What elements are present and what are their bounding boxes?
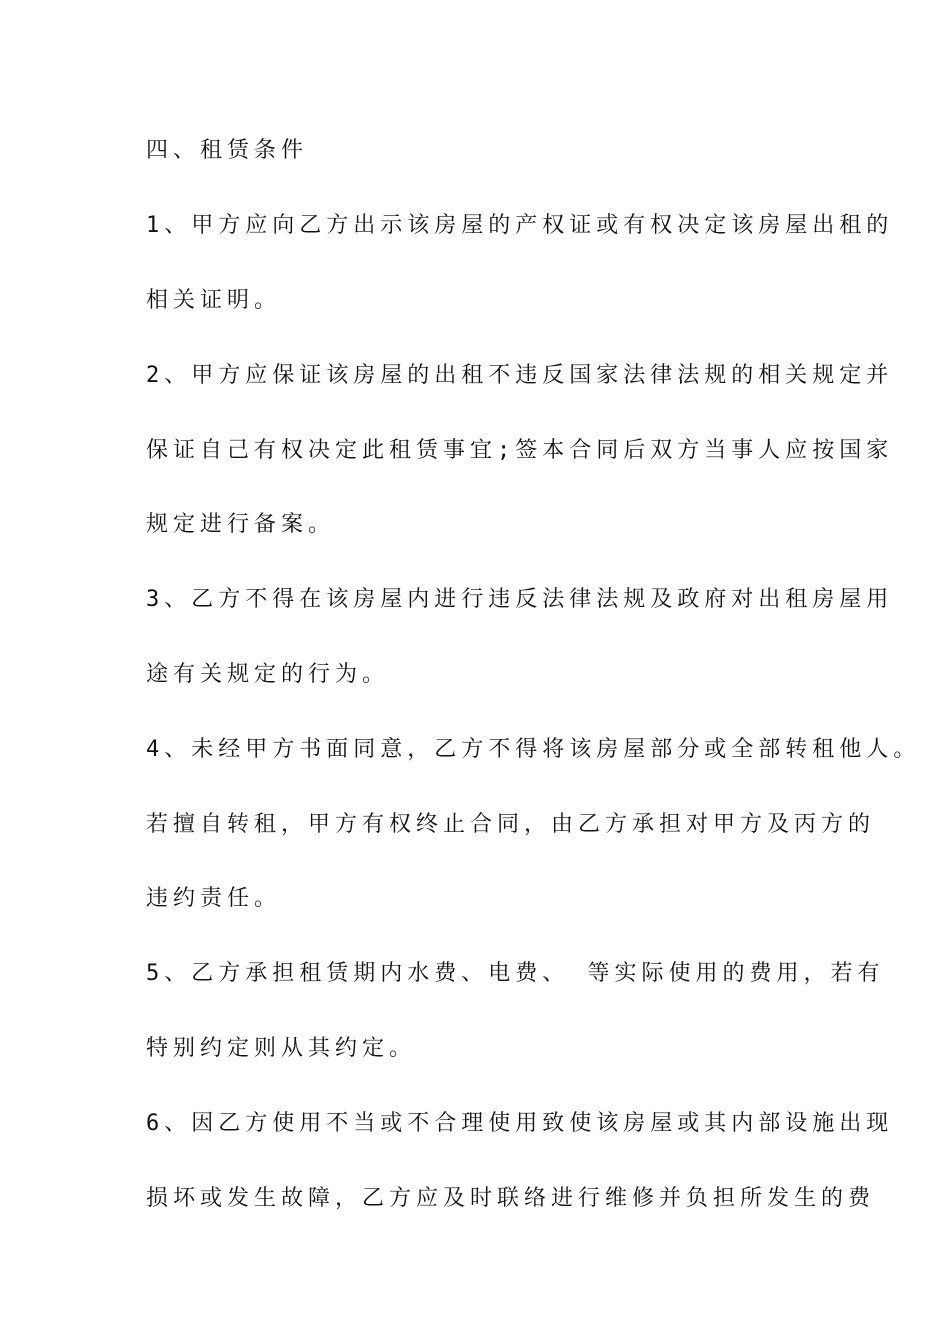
text-line: 5、乙方承担租赁期内水费、电费、 等实际使用的费用，若有: [146, 961, 885, 986]
text-line: 途有关规定的行为。: [146, 662, 390, 687]
text-line: 规定进行备案。: [146, 512, 336, 537]
text-line: 3、乙方不得在该房屋内进行违反法律法规及政府对出租房屋用: [146, 587, 894, 612]
text-line: 保证自己有权决定此租赁事宜;签本合同后双方当事人应按国家: [146, 438, 894, 463]
text-line: 4、未经甲方书面同意，乙方不得将该房屋部分或全部转租他人。: [146, 737, 921, 762]
text-line: 若擅自转租，甲方有权终止合同，由乙方承担对甲方及丙方的: [146, 812, 876, 837]
section-heading: 四、租赁条件: [146, 138, 309, 163]
text-line: 特别约定则从其约定。: [146, 1036, 417, 1061]
text-line: 损坏或发生故障，乙方应及时联络进行维修并负担所发生的费: [146, 1186, 876, 1211]
text-line: 违约责任。: [146, 886, 282, 911]
text-line: 6、因乙方使用不当或不合理使用致使该房屋或其内部设施出现: [146, 1111, 894, 1136]
text-line: 2、甲方应保证该房屋的出租不违反国家法律法规的相关规定并: [146, 363, 894, 388]
text-line: 相关证明。: [146, 288, 282, 313]
text-line: 1、甲方应向乙方出示该房屋的产权证或有权决定该房屋出租的: [146, 213, 894, 238]
